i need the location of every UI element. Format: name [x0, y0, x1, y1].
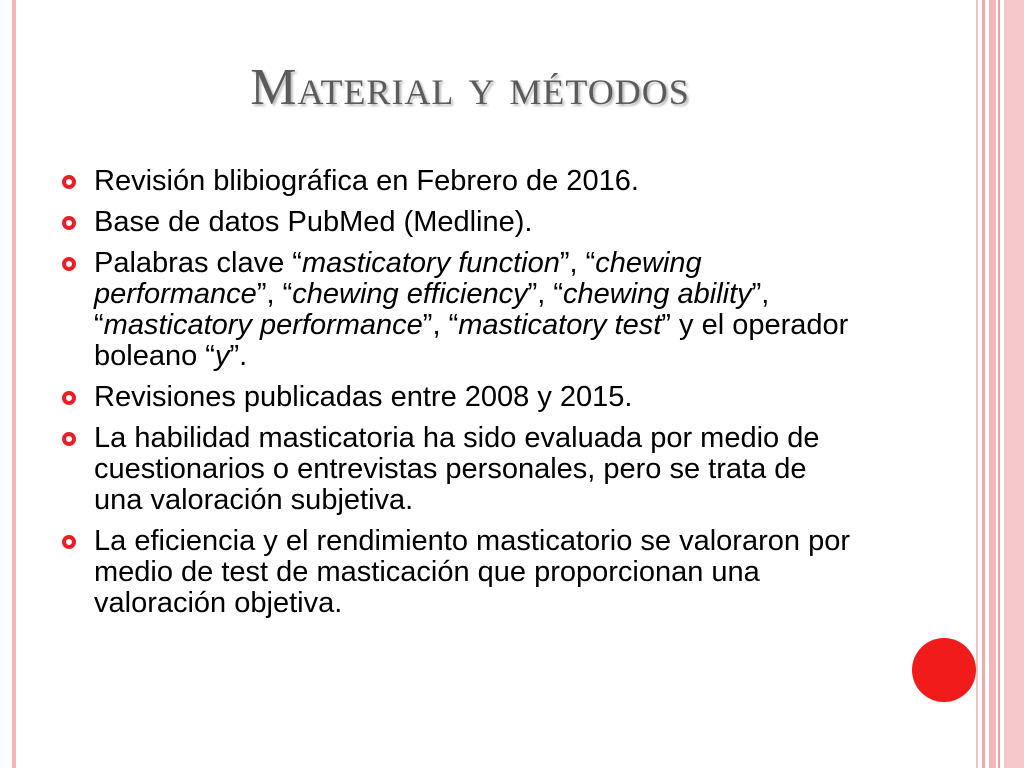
red-circle-decoration [912, 638, 976, 702]
bullet-item [62, 382, 862, 413]
stripe [1004, 0, 1024, 768]
bullet-item [62, 423, 862, 516]
bullet-item [62, 207, 862, 238]
text-segment: La eficiencia y el rendimiento masticatorio se valoraron por medio de test de masticación que proporcionan una valoración objetiva. [94, 525, 850, 619]
italic-keyword: masticatory performance [103, 309, 423, 341]
text-segment: ”, “ [256, 278, 293, 310]
text-segment: La habilidad masticatoria ha sido evaluada por medio de cuestionarios o entrevistas personales, pero se trata de una valoración subjetiva. [94, 422, 820, 516]
bullet-ring-icon [62, 535, 76, 549]
bullet-text [94, 422, 819, 516]
text-segment: Base de datos PubMed (Medline). [94, 206, 533, 238]
bullet-item [62, 526, 862, 619]
italic-keyword: chewing ability [563, 278, 752, 310]
slide-title: Material y métodos [250, 59, 690, 116]
stripe [998, 0, 1000, 768]
right-stripes-decoration [976, 0, 1024, 768]
stripe [989, 0, 996, 768]
text-segment: Revisiones publicadas entre 2008 y 2015. [94, 381, 633, 413]
bullet-ring-icon [62, 216, 76, 230]
text-segment: ” y el operador boleano “ [94, 309, 849, 372]
bullet-text [94, 525, 850, 619]
bullet-text [94, 165, 639, 197]
text-segment: ”. [229, 340, 248, 372]
text-segment: ”, “ [527, 278, 564, 310]
bullet-text [94, 247, 848, 372]
text-segment: ”, “ [422, 309, 459, 341]
text-segment: ”, “ [94, 278, 770, 341]
stripe [982, 0, 985, 768]
italic-keyword: chewing performance [94, 247, 702, 310]
italic-keyword: masticatory test [458, 309, 662, 341]
text-segment: ”, “ [559, 247, 596, 279]
italic-keyword: y [214, 340, 230, 372]
italic-keyword: chewing efficiency [292, 278, 528, 310]
italic-keyword: masticatory function [301, 247, 560, 279]
bullet-ring-icon [62, 391, 76, 405]
stripe [976, 0, 978, 768]
text-segment: Revisión blibiográfica en Febrero de 2016. [94, 165, 639, 197]
bullet-list [62, 166, 862, 629]
text-segment: Palabras clave “ [94, 247, 302, 279]
bullet-ring-icon [62, 257, 76, 271]
bullet-ring-icon [62, 175, 76, 189]
bullet-item [62, 166, 862, 197]
bullet-item [62, 248, 862, 372]
bullet-text [94, 206, 532, 238]
bullet-ring-icon [62, 432, 76, 446]
bullet-text [94, 381, 632, 413]
